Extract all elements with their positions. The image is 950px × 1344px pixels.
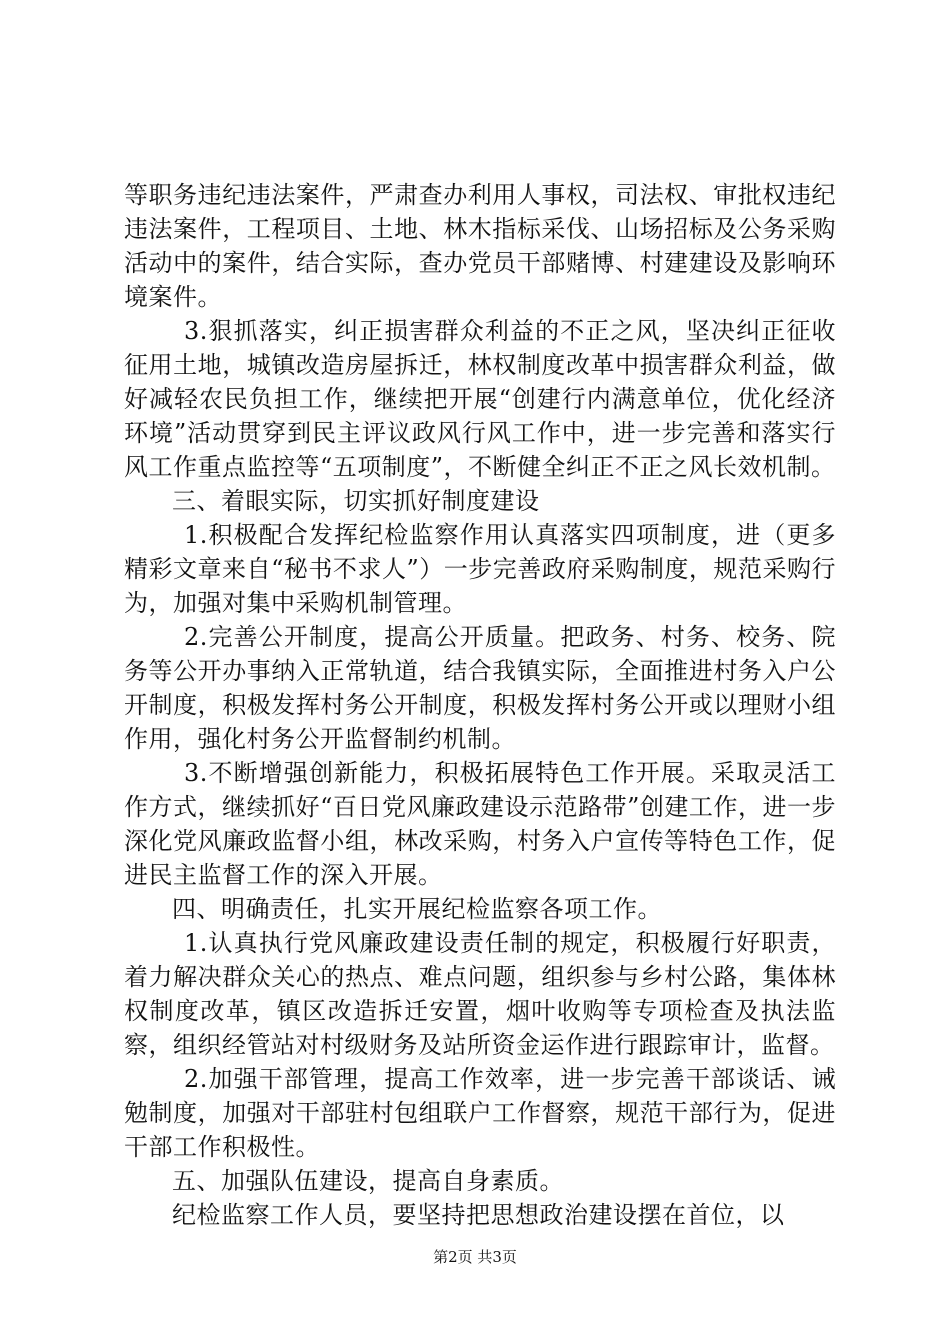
paragraph-continuation: 等职务违纪违法案件，严肃查办利用人事权，司法权、审批权违纪违法案件，工程项目、土地、林木指标采伐、山场招标及公务采购活动中的案件，结合实际，查办党员干部赌博、村建建设及影响环境案件。 [124,181,836,311]
section-heading-5: 五、加强队伍建设，提高自身素质。 [172,1167,564,1195]
paragraph-team-building: 纪检监察工作人员，要坚持把思想政治建设摆在首位，以 [172,1201,785,1229]
paragraph-item-3-innovation: 3.不断增强创新能力，积极拓展特色工作开展。采取灵活工作方式，继续抓好“百日党风廉政建设示范路带”创建工作，进一步深化党风廉政监督小组，林改采购，村务入户宣传等特色工作，促进民主监督工作的深入开展。 [124,759,836,889]
section-heading-3: 三、着眼实际，切实抓好制度建设 [172,487,540,515]
paragraph-item-2-openness: 2.完善公开制度，提高公开质量。把政务、村务、校务、院务等公开办事纳入正常轨道，结合我镇实际，全面推进村务入户公开制度，积极发挥村务公开制度，积极发挥村务公开或以理财小组作用，强化村务公开监督制约机制。 [124,623,836,753]
paragraph-item-3-rectify: 3.狠抓落实，纠正损害群众利益的不正之风，坚决纠正征收征用土地，城镇改造房屋拆迁，林权制度改革中损害群众利益，做好减轻农民负担工作，继续把开展“创建行内满意单位，优化经济环境”活动贯穿到民主评议政风行风工作中，进一步完善和落实行风工作重点监控等“五项制度”，不断健全纠正不正之风长效机制。 [124,317,836,481]
paragraph-item-2-cadre-management: 2.加强干部管理，提高工作效率，进一步完善干部谈话、诫勉制度，加强对干部驻村包组联户工作督察，规范干部行为，促进干部工作积极性。 [124,1065,836,1161]
paragraph-item-1-procurement: 1.积极配合发挥纪检监察作用认真落实四项制度，进（更多精彩文章来自“秘书不求人”）一步完善政府采购制度，规范采购行为，加强对集中采购机制管理。 [124,521,836,617]
document-body [124,178,836,1232]
section-heading-4: 四、明确责任，扎实开展纪检监察各项工作。 [172,895,662,923]
page-footer: 第2页 共3页 [433,1248,517,1266]
paragraph-item-1-responsibility: 1.认真执行党风廉政建设责任制的规定，积极履行好职责，着力解决群众关心的热点、难点问题，组织参与乡村公路，集体林权制度改革，镇区改造拆迁安置，烟叶收购等专项检查及执法监察，组织经管站对村级财务及站所资金运作进行跟踪审计，监督。 [124,929,836,1059]
